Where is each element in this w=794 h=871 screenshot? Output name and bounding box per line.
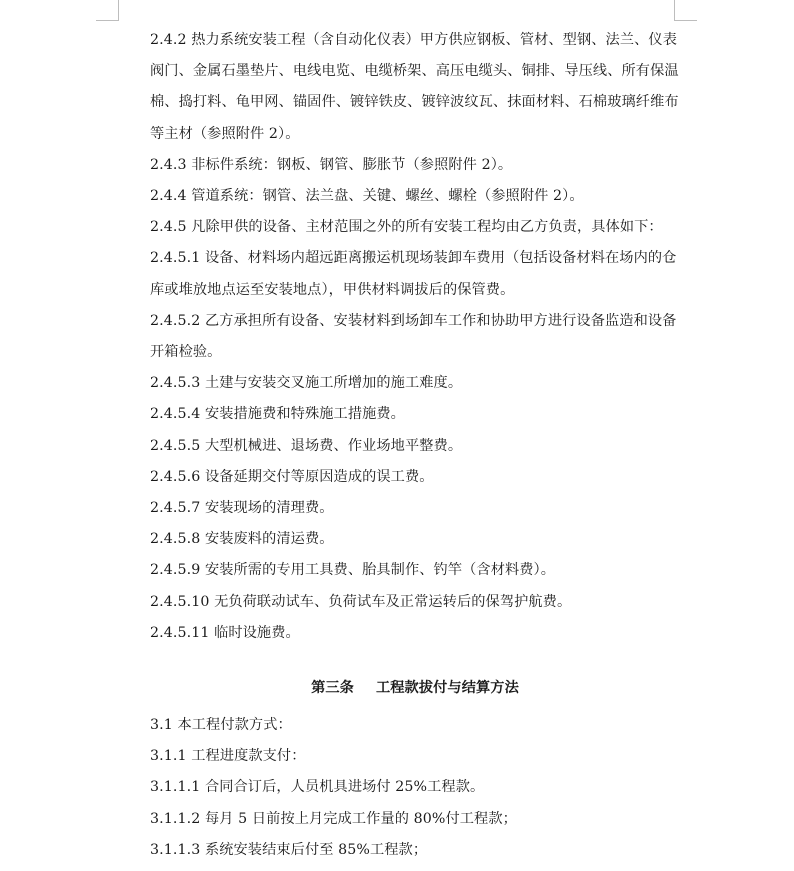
paragraph-2-4-5-8: 2.4.5.8 安装废料的清运费。 (150, 531, 334, 548)
paragraph-2-4-5-11: 2.4.5.11 临时设施费。 (150, 624, 300, 641)
paragraph-3-1-1: 3.1.1 工程进度款支付： (150, 748, 306, 765)
paragraph-2-4-5-6: 2.4.5.6 设备延期交付等原因造成的误工费。 (150, 468, 434, 485)
paragraph-2-4-2: 2.4.2 热力系统安装工程（含自动化仪表）甲方供应钢板、管材、型钢、法兰、仪表阀门、金属石墨垫片、电线电览、电缆桥架、高压电缆头、铜排、导压线、所有保温棉、捣打料、龟甲网、锚固件、镀锌铁皮、镀锌波纹瓦、抹面材料、石棉玻璃纤维布等主材（参照附件 2）。 (150, 32, 679, 142)
paragraph-2-4-5-1: 2.4.5.1 设备、材料场内超远距离搬运机现场装卸车费用（包括设备材料在场内的仓库或堆放地点运至安装地点），甲供材料调拔后的保管费。 (150, 250, 677, 298)
document-body (150, 25, 680, 866)
article-number: 第三条 (311, 680, 354, 697)
paragraph-2-4-5-9: 2.4.5.9 安装所需的专用工具费、胎具制作、钓竿（含材料费）。 (150, 562, 556, 579)
paragraph-3-1-1-1: 3.1.1.1 合同合订后，人员机具进场付 25%工程款。 (150, 779, 485, 796)
paragraph-2-4-5-5: 2.4.5.5 大型机械进、退场费、作业场地平整费。 (150, 437, 463, 454)
paragraph-3-1-1-3: 3.1.1.3 系统安装结束后付至 85%工程款； (150, 841, 428, 858)
article-title: 工程款拔付与结算方法 (375, 680, 519, 697)
paragraph-2-4-4: 2.4.4 管道系统：钢管、法兰盘、关键、螺丝、螺栓（参照附件 2）。 (150, 188, 584, 205)
paragraph-2-4-3: 2.4.3 非标件系统：钢板、钢管、膨胀节（参照附件 2）。 (150, 156, 513, 173)
paragraph-2-4-5-10: 2.4.5.10 无负荷联动试车、负荷试车及正常运转后的保驾护航费。 (150, 593, 572, 610)
paragraph-2-4-5-2: 2.4.5.2 乙方承担所有设备、安装材料到场卸车工作和协助甲方进行设备监造和设备开箱检验。 (150, 312, 677, 361)
paragraph-3-1: 3.1 本工程付款方式： (150, 717, 292, 734)
crop-mark-left-vertical (118, 0, 119, 20)
crop-mark-right-horizontal (674, 20, 697, 21)
paragraph-2-4-5-3: 2.4.5.3 土建与安装交叉施工所增加的施工难度。 (150, 375, 463, 392)
crop-mark-right-vertical (674, 0, 675, 20)
paragraph-2-4-5-4: 2.4.5.4 安装措施费和特殊施工措施费。 (150, 406, 405, 423)
paragraph-2-4-5-7: 2.4.5.7 安装现场的清理费。 (150, 500, 334, 517)
paragraph-2-4-5: 2.4.5 凡除甲供的设备、主材范围之外的所有安装工程均由乙方负责，具体如下： (150, 219, 663, 236)
article-heading (150, 673, 680, 710)
paragraph-3-1-1-2: 3.1.1.2 每月 5 日前按上月完成工作量的 80%付工程款； (150, 810, 517, 827)
crop-mark-left-horizontal (96, 20, 119, 21)
